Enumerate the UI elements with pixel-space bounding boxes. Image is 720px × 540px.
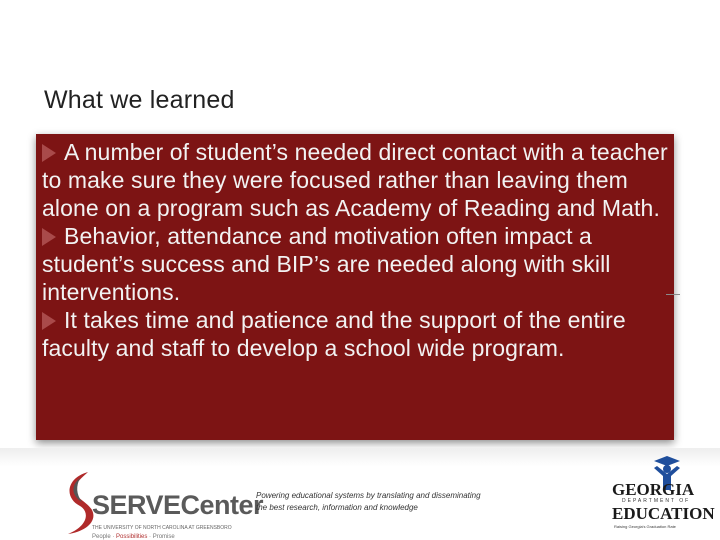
slide-title: What we learned [44, 86, 235, 114]
bullet-text: A number of student’s needed direct contact with a teacher to make sure they were focused rather than leaving them alone on a program such as Academy of Reading and Math. [42, 139, 668, 221]
serve-center-tagline: People · Possibilities · Promise [92, 534, 175, 540]
content-box [36, 134, 674, 440]
serve-center-name: SERVECenter [92, 490, 264, 520]
education-wordmark: EDUCATION [612, 504, 715, 523]
footer-tagline: Powering educational systems by translating and disseminating the best research, information and knowledge [256, 491, 481, 512]
georgia-tagline: Raising Georgia's Graduation Rate [614, 524, 676, 529]
bullet-text: It takes time and patience and the support of the entire faculty and staff to develop a school wide program. [42, 307, 626, 361]
arrow-bullet-icon [42, 144, 56, 162]
georgia-doe-logo [610, 454, 715, 538]
footer [0, 448, 720, 540]
serve-center-logo [58, 468, 264, 540]
bullet-list [36, 134, 674, 362]
georgia-wordmark: GEORGIA [612, 480, 695, 499]
department-of-label: DEPARTMENT OF [622, 498, 691, 504]
bullet-item [42, 138, 668, 222]
arrow-bullet-icon [42, 228, 56, 246]
bullet-item [42, 222, 668, 306]
serve-center-subline: THE UNIVERSITY OF NORTH CAROLINA AT GREENSBORO [92, 525, 232, 531]
decorative-rule [666, 294, 680, 295]
bullet-item [42, 306, 668, 362]
arrow-bullet-icon [42, 312, 56, 330]
bullet-text: Behavior, attendance and motivation often impact a student’s success and BIP’s are needed along with skill interventions. [42, 223, 611, 305]
